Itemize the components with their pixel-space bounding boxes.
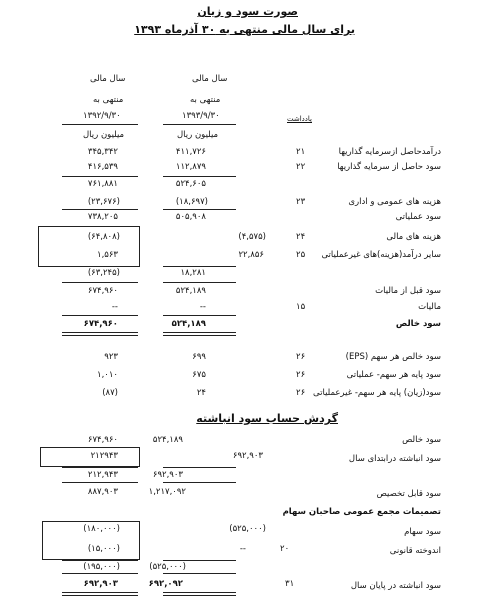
subtotal-rule	[62, 560, 138, 561]
row-value-1393: ۱,۲۱۷,۰۹۲	[148, 487, 186, 497]
subtotal-rule	[62, 209, 138, 210]
row-value-1392: ۷۳۸,۲۰۵	[87, 212, 118, 222]
col2-line1: سال مالی	[192, 74, 228, 84]
row-value-1393: ۵۲۴,۱۸۹	[171, 319, 206, 329]
subtotal-rule	[163, 467, 236, 468]
total-double-rule	[62, 592, 138, 596]
total-double-rule	[62, 332, 138, 336]
row-value-1392: ۶۹۲,۹۰۳	[83, 579, 118, 589]
row-label: سود پایه هر سهم- عملیاتی	[346, 370, 441, 380]
row-note: ۲۰	[280, 544, 290, 554]
row-value-1393: ۶۷۵	[192, 370, 206, 380]
row-value-1393: ۵۲۴,۶۰۵	[175, 179, 206, 189]
row-value-1392: --	[111, 302, 118, 312]
row-value-1393: --	[199, 302, 206, 312]
col1-unit: میلیون ریال	[83, 130, 125, 140]
row-label: هزینه های مالی	[386, 232, 441, 242]
row-value-1393: ۵۲۴,۱۸۹	[152, 435, 183, 445]
total-double-rule	[163, 332, 236, 336]
note-column-header: یادداشت	[287, 115, 312, 123]
row-note: ۱۵	[296, 302, 306, 312]
col1-line3: ۱۳۹۲/۹/۳۰	[83, 111, 121, 121]
row-label: سود قابل تخصیص	[376, 489, 441, 499]
row-label: سود خالص هر سهم (EPS)	[345, 352, 441, 362]
row-value-1392: (۶۳,۲۴۵)	[87, 268, 120, 278]
row-label: اندوخته قانونی	[389, 546, 441, 556]
row-note: ۲۱	[296, 147, 306, 157]
col1-header-rule	[62, 124, 138, 125]
subtotal-rule	[163, 209, 236, 210]
row-value-1392: ۹۲۳	[104, 352, 118, 362]
row-value-1392: (۸۷)	[102, 388, 118, 398]
row-note: ۲۲	[296, 162, 306, 172]
row-value-1392: (۶۴,۸۰۸)	[87, 232, 120, 242]
row-value-note-col: (۴,۵۷۵)	[238, 232, 266, 242]
row-label: سود خالص	[402, 435, 441, 445]
row-note: ۲۳	[296, 197, 306, 207]
col2-header-rule	[163, 124, 236, 125]
subtotal-rule	[163, 573, 236, 574]
row-label: سود انباشته درابتدای سال	[348, 454, 441, 464]
row-label: سود خالص	[395, 319, 441, 329]
row-value-1392: ۸۸۷,۹۰۳	[87, 487, 118, 497]
row-value-note-col: ۲۲,۸۵۶	[238, 250, 264, 260]
row-value-1393: (۱۸,۶۹۷)	[175, 197, 208, 207]
row-label: سایر درآمد(هزینه)های غیرعملیاتی	[321, 250, 441, 260]
row-value-note-col: --	[239, 544, 246, 554]
row-value-1393: ۶۹۲,۹۰۳	[152, 470, 183, 480]
col2-unit: میلیون ریال	[177, 130, 219, 140]
row-value-note-col: (۵۲۵,۰۰۰)	[229, 524, 266, 534]
row-label: درآمدحاصل ازسرمایه گذاریها	[338, 147, 441, 157]
row-value-1392: ۳۴۵,۳۴۲	[87, 147, 118, 157]
row-value-1393: ۱۸,۲۸۱	[180, 268, 206, 278]
subtotal-rule	[62, 482, 138, 483]
row-value-1393: ۴۱۱,۷۲۶	[175, 147, 206, 157]
row-label: سود سهام	[404, 527, 441, 537]
row-value-1392: (۱۸۰,۰۰۰)	[83, 524, 120, 534]
subtotal-rule	[62, 315, 138, 316]
subtotal-rule	[62, 176, 138, 177]
col2-line2: منتهی به	[190, 95, 221, 105]
subtotal-rule	[163, 176, 236, 177]
row-value-1393: ۶۹۲,۰۹۲	[148, 579, 183, 589]
subtotal-rule	[163, 266, 236, 267]
col1-line2: منتهی به	[93, 95, 124, 105]
statement-subtitle: برای سال مالی منتهی به ۳۰ آذرماه ۱۳۹۳	[134, 23, 355, 36]
statement-title: صورت سود و زیان	[197, 5, 298, 18]
row-value-1393: ۲۴	[196, 388, 206, 398]
subtotal-rule	[62, 282, 138, 283]
row-value-1393: (۵۲۵,۰۰۰)	[149, 562, 186, 572]
subtotal-rule	[163, 560, 236, 561]
row-value-note-col: ۶۹۲,۹۰۳	[232, 451, 263, 461]
row-value-1392: ۲۱۲۹۴۳	[90, 451, 118, 461]
row-note: ۲۴	[296, 232, 306, 242]
subtotal-rule	[62, 573, 138, 574]
row-value-1392: (۱۹۵,۰۰۰)	[83, 562, 120, 572]
subtotal-rule	[163, 482, 236, 483]
row-value-1393: ۱۱۲,۸۷۹	[175, 162, 206, 172]
row-value-1392: ۷۶۱,۸۸۱	[87, 179, 118, 189]
row-note: ۲۶	[296, 352, 306, 362]
retained-earnings-title: گردش حساب سود انباشته	[196, 412, 338, 425]
row-label: سود(زیان) پایه هر سهم- غیرعملیاتی	[313, 388, 441, 398]
row-label: تصمیمات مجمع عمومی صاحبان سهام	[282, 507, 441, 517]
row-note: ۲۶	[296, 388, 306, 398]
row-value-1392: (۲۳,۶۷۶)	[87, 197, 120, 207]
row-note: ۲۶	[296, 370, 306, 380]
row-label: سود انباشته در پایان سال	[350, 581, 441, 591]
col2-line3: ۱۳۹۳/۹/۳۰	[182, 111, 220, 121]
row-label: سود قبل از مالیات	[375, 286, 441, 296]
row-value-1393: ۵۲۴,۱۸۹	[175, 286, 206, 296]
row-value-1393: ۵۰۵,۹۰۸	[175, 212, 206, 222]
subtotal-rule	[62, 467, 138, 468]
row-value-1393: ۶۹۹	[192, 352, 206, 362]
row-value-1392: (۱۵,۰۰۰)	[87, 544, 120, 554]
row-value-1392: ۲۱۲,۹۴۳	[87, 470, 118, 480]
row-value-1392: ۱,۰۱۰	[97, 370, 118, 380]
row-value-1392: ۶۷۴,۹۶۰	[87, 286, 118, 296]
subtotal-rule	[163, 282, 236, 283]
subtotal-rule	[163, 315, 236, 316]
total-double-rule	[163, 592, 236, 596]
row-note: ۳۱	[285, 579, 295, 589]
col1-line1: سال مالی	[90, 74, 126, 84]
row-label: سود حاصل از سرمایه گذاریها	[337, 162, 441, 172]
row-value-1392: ۴۱۶,۵۳۹	[87, 162, 118, 172]
row-note: ۲۵	[296, 250, 306, 260]
row-label: هزینه های عمومی و اداری	[348, 197, 441, 207]
row-value-1392: ۶۷۴,۹۶۰	[87, 435, 118, 445]
subtotal-rule	[62, 266, 138, 267]
row-label: سود عملیاتی	[395, 212, 441, 222]
row-value-1392: ۱,۵۶۳	[97, 250, 118, 260]
row-value-1392: ۶۷۴,۹۶۰	[83, 319, 118, 329]
row-label: مالیات	[418, 302, 441, 312]
